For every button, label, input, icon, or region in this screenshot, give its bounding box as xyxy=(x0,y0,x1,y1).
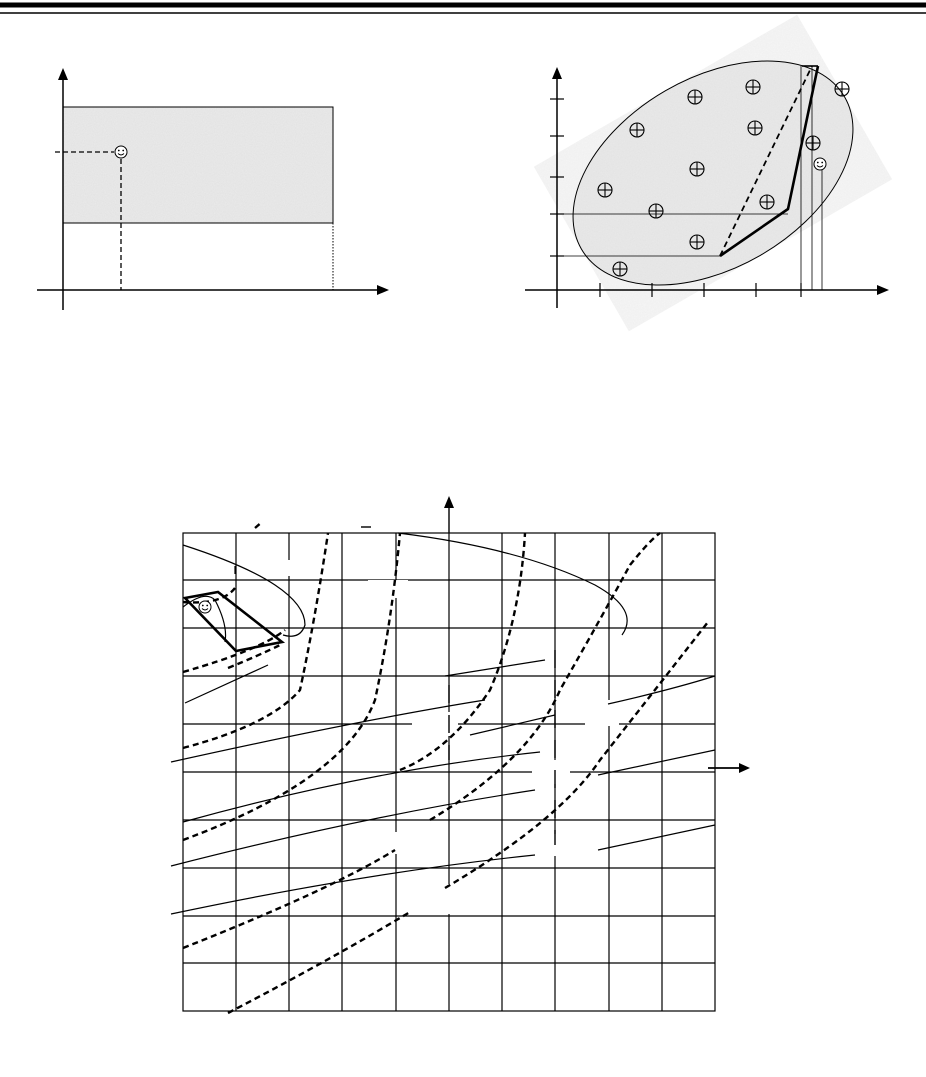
smiley-face-icon xyxy=(199,601,211,613)
right-panel-diagram xyxy=(525,15,892,332)
circled-plus-icon xyxy=(649,204,663,218)
circled-plus-icon xyxy=(630,123,644,137)
shaded-ellipse-region xyxy=(534,15,892,332)
circled-plus-icon xyxy=(746,80,760,94)
shaded-rectangle-region xyxy=(63,107,333,223)
circled-plus-icon xyxy=(613,262,627,276)
circled-plus-icon xyxy=(690,235,704,249)
circled-plus-icon xyxy=(598,183,612,197)
vertical-axis-arrow xyxy=(361,496,454,533)
dashed-contours xyxy=(183,522,708,1013)
header-rule xyxy=(0,5,926,13)
circled-plus-icon xyxy=(748,121,762,135)
circled-plus-icon xyxy=(690,162,704,176)
label-gaps xyxy=(255,560,619,914)
left-panel-diagram xyxy=(37,68,389,310)
smiley-face-icon xyxy=(814,158,826,170)
smiley-face-icon xyxy=(115,146,127,158)
circled-plus-icon xyxy=(688,90,702,104)
circled-plus-icon xyxy=(835,82,849,96)
circled-plus-icon xyxy=(806,136,820,150)
circled-plus-icon xyxy=(760,195,774,209)
contour-grid-diagram xyxy=(171,496,750,1013)
bold-quadrilateral xyxy=(185,592,282,651)
grid-lines xyxy=(183,533,715,1011)
